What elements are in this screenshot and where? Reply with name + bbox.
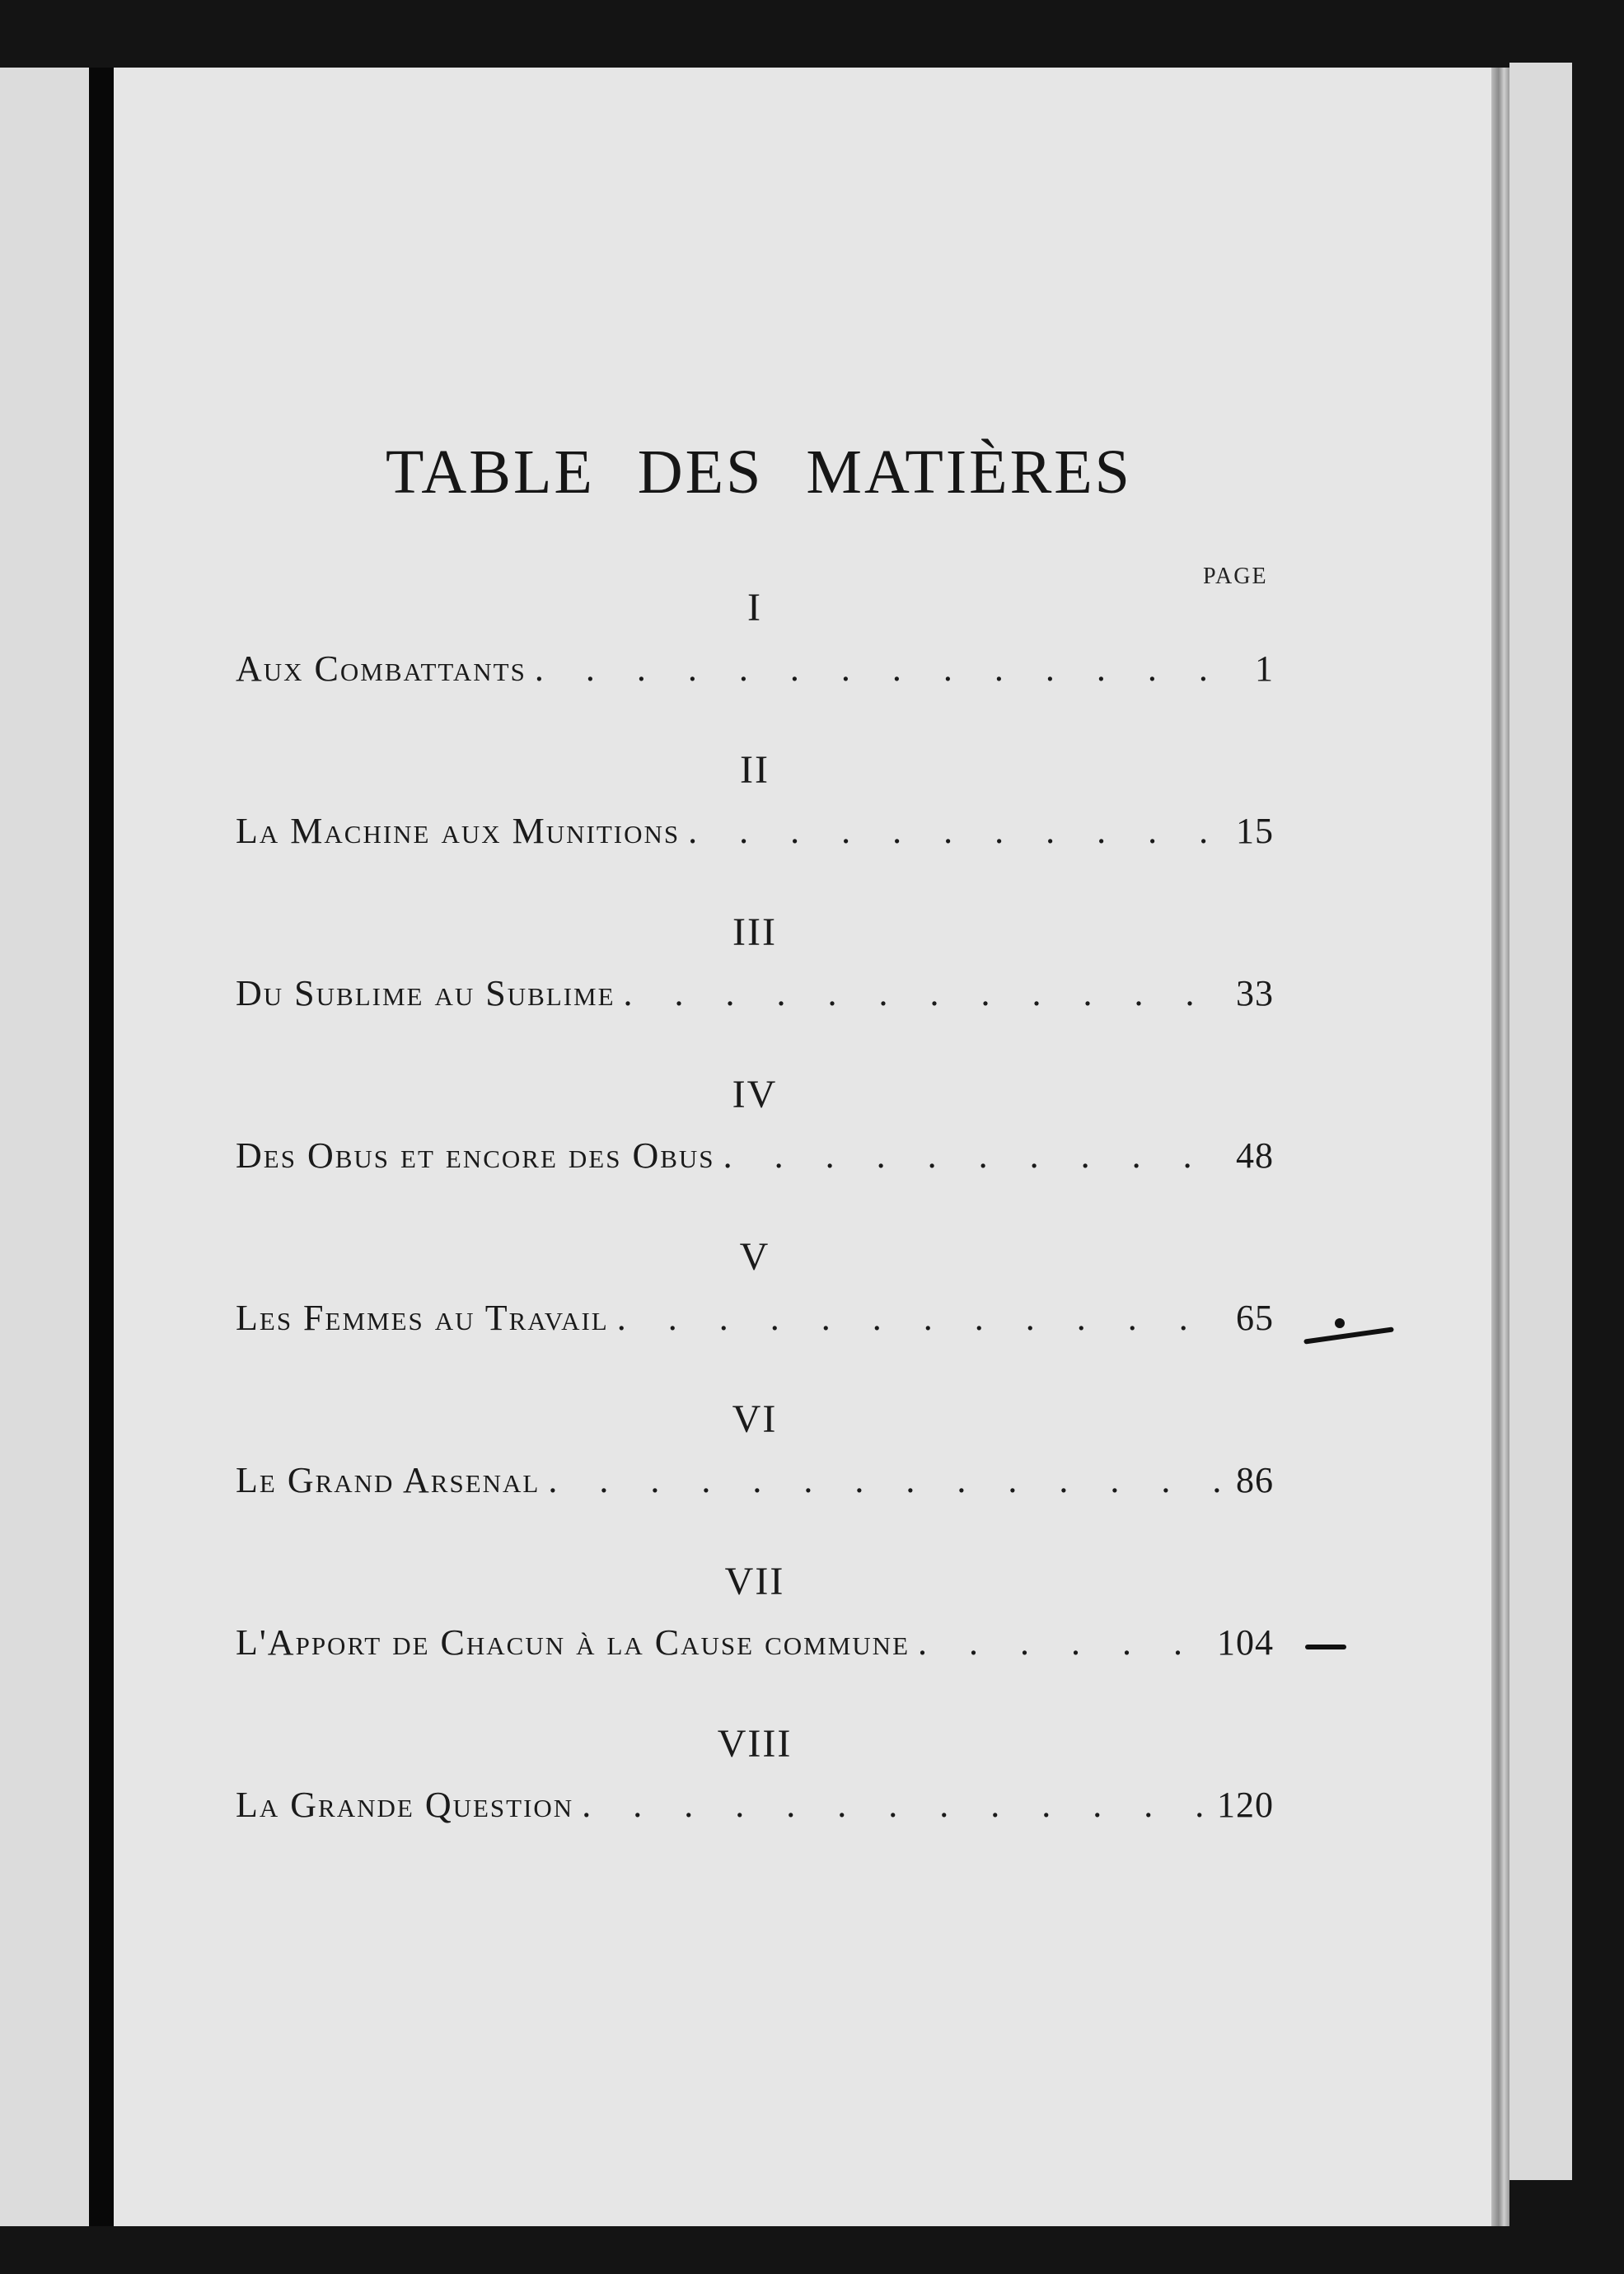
chapter-title: L'Apport de Chacun à la Cause commune <box>236 1622 910 1663</box>
chapter-number: III <box>732 910 777 954</box>
chapter-number: V <box>739 1235 770 1279</box>
chapter-title: La Grande Question <box>236 1785 574 1825</box>
page-number: 33 <box>1236 973 1274 1013</box>
dot-leader <box>723 1135 1223 1177</box>
page-edge-shadow <box>1491 68 1509 2226</box>
page-number: 15 <box>1236 811 1274 851</box>
toc-line <box>236 1135 1274 1177</box>
toc-line <box>236 972 1274 1014</box>
chapter-number: VII <box>724 1560 785 1603</box>
chapter-title: Du Sublime au Sublime <box>236 973 615 1013</box>
page-number: 65 <box>1236 1298 1274 1338</box>
toc-line <box>236 1621 1274 1663</box>
pen-mark <box>1305 1645 1346 1649</box>
chapter-number: I <box>747 586 762 629</box>
page-number: 104 <box>1217 1622 1274 1663</box>
dot-leader <box>624 972 1223 1014</box>
toc-line <box>236 1459 1274 1501</box>
chapter-number: II <box>740 748 770 792</box>
dot-leader <box>535 648 1242 690</box>
toc-line <box>236 1297 1274 1339</box>
dot-leader <box>548 1459 1223 1501</box>
dot-leader <box>688 810 1223 852</box>
chapter-title: Aux Combattants <box>236 648 527 689</box>
page-stack-edge <box>1509 63 1572 2180</box>
chapter-number: VIII <box>717 1722 793 1766</box>
page-number: 120 <box>1217 1785 1274 1825</box>
facing-page-edge <box>0 68 89 2226</box>
page-number: 48 <box>1236 1135 1274 1176</box>
page-number: 1 <box>1255 648 1274 689</box>
dot-leader <box>918 1621 1204 1663</box>
page-number: 86 <box>1236 1460 1274 1500</box>
toc-line <box>236 1784 1274 1826</box>
book-gutter <box>89 68 114 2226</box>
chapter-title: Les Femmes au Travail <box>236 1298 609 1338</box>
toc-line <box>236 648 1274 690</box>
page-column-label: PAGE <box>1203 564 1268 589</box>
chapter-number: IV <box>732 1073 778 1116</box>
chapter-title: Le Grand Arsenal <box>236 1460 541 1500</box>
chapter-title: Des Obus et encore des Obus <box>236 1135 715 1176</box>
chapter-title: La Machine aux Munitions <box>236 811 681 851</box>
dot-leader <box>582 1784 1204 1826</box>
dot-leader <box>617 1297 1223 1339</box>
chapter-number: VI <box>732 1397 778 1441</box>
pen-dot <box>1335 1318 1345 1328</box>
toc-line <box>236 810 1274 852</box>
page-title: TABLE DES MATIÈRES <box>386 437 1132 507</box>
